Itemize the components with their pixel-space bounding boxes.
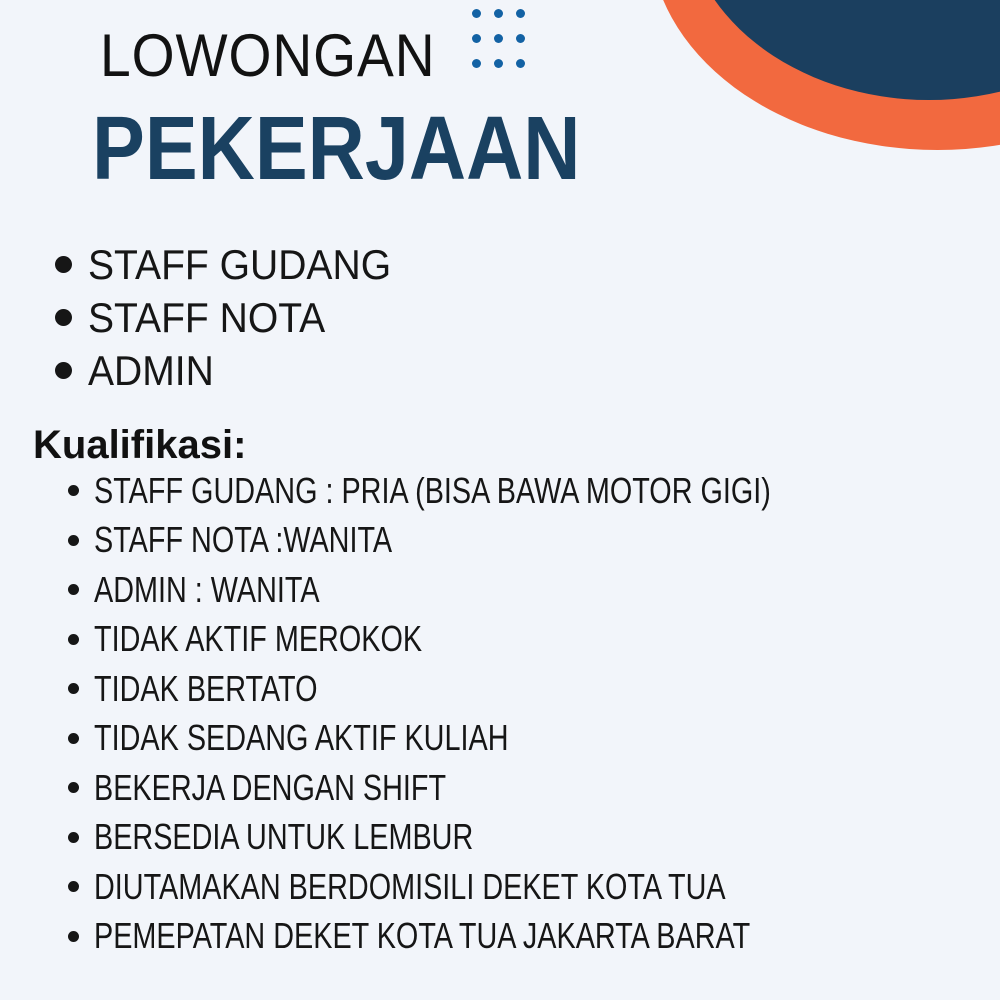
qualification-label: BEKERJA DENGAN SHIFT bbox=[94, 766, 447, 808]
bullet-icon bbox=[68, 584, 79, 595]
dot-icon bbox=[472, 9, 481, 18]
dot-grid-ornament bbox=[472, 9, 525, 68]
qualifications-heading: Kualifikasi: bbox=[33, 423, 247, 467]
bullet-icon bbox=[55, 309, 72, 326]
dot-icon bbox=[494, 34, 503, 43]
dot-icon bbox=[472, 34, 481, 43]
qualification-item bbox=[68, 664, 940, 714]
bullet-icon bbox=[68, 634, 79, 645]
qualification-label: STAFF NOTA :WANITA bbox=[94, 519, 393, 561]
dot-icon bbox=[494, 59, 503, 68]
qualification-label: TIDAK BERTATO bbox=[94, 667, 318, 709]
qualifications-list bbox=[68, 466, 940, 961]
qualification-label: TIDAK SEDANG AKTIF KULIAH bbox=[94, 717, 509, 759]
qualification-item bbox=[68, 912, 940, 962]
position-label: ADMIN bbox=[88, 346, 214, 394]
position-label: STAFF GUDANG bbox=[88, 240, 392, 288]
qualification-item bbox=[68, 516, 940, 566]
position-item bbox=[55, 238, 414, 291]
dot-icon bbox=[472, 59, 481, 68]
qualification-item bbox=[68, 763, 940, 813]
poster-title-line2: PEKERJAAN bbox=[92, 99, 581, 199]
bullet-icon bbox=[68, 683, 79, 694]
qualification-label: STAFF GUDANG : PRIA (BISA BAWA MOTOR GIGI) bbox=[94, 469, 771, 511]
qualification-item bbox=[68, 615, 940, 665]
qualification-label: BERSEDIA UNTUK LEMBUR bbox=[94, 816, 474, 858]
bullet-icon bbox=[68, 485, 79, 496]
qualification-label: PEMEPATAN DEKET KOTA TUA JAKARTA BARAT bbox=[94, 915, 751, 957]
dot-icon bbox=[494, 9, 503, 18]
qualification-item bbox=[68, 565, 940, 615]
bullet-icon bbox=[55, 256, 72, 273]
qualification-label: TIDAK AKTIF MEROKOK bbox=[94, 618, 423, 660]
bullet-icon bbox=[55, 362, 72, 379]
bullet-icon bbox=[68, 782, 79, 793]
positions-list bbox=[55, 238, 414, 397]
dot-icon bbox=[516, 34, 525, 43]
bullet-icon bbox=[68, 535, 79, 546]
bullet-icon bbox=[68, 832, 79, 843]
position-item bbox=[55, 344, 414, 397]
poster-title-line1: LOWONGAN bbox=[100, 22, 436, 89]
qualification-item bbox=[68, 714, 940, 764]
bullet-icon bbox=[68, 931, 79, 942]
qualification-label: DIUTAMAKAN BERDOMISILI DEKET KOTA TUA bbox=[94, 865, 726, 907]
position-label: STAFF NOTA bbox=[88, 293, 326, 341]
dot-icon bbox=[516, 9, 525, 18]
position-item bbox=[55, 291, 414, 344]
qualification-item bbox=[68, 813, 940, 863]
dot-icon bbox=[516, 59, 525, 68]
qualification-item bbox=[68, 466, 940, 516]
qualification-item bbox=[68, 862, 940, 912]
bullet-icon bbox=[68, 733, 79, 744]
bullet-icon bbox=[68, 881, 79, 892]
qualification-label: ADMIN : WANITA bbox=[94, 568, 320, 610]
